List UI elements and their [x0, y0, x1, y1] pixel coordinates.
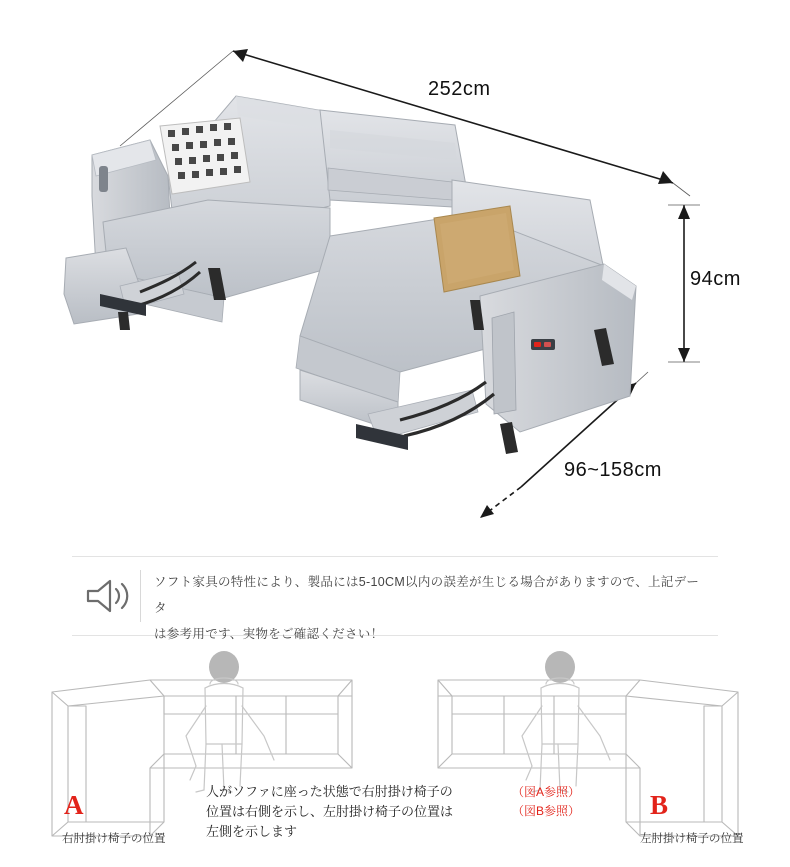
diagram-marker-b: B [650, 790, 669, 820]
diagram-reference-text [512, 783, 580, 821]
diagram-marker-a: A [64, 790, 84, 820]
divider-top [72, 556, 718, 557]
explanation-line-3: 左側を示します [206, 824, 298, 839]
disclaimer-line-2: は参考用です、実物をご確認ください！ [154, 627, 384, 641]
explanation-line-1: 人がソファに座った状態で右肘掛け椅子の [206, 784, 453, 799]
dimension-depth-label: 96~158cm [564, 459, 662, 481]
dimension-height-label: 94cm [690, 268, 741, 290]
disclaimer-note-bar [0, 556, 790, 641]
disclaimer-line-1: ソフト家具の特性により、製品には5-10CM以内の誤差が生じる場合がありますので、上記データ [154, 575, 700, 615]
diagram-caption-b: 左肘掛け椅子の位置 [640, 833, 744, 845]
disclaimer-text [154, 569, 710, 647]
explanation-line-2: 位置は右側を示し、左肘掛け椅子の位置は [206, 804, 454, 819]
diagram-explanation-text [206, 782, 506, 842]
diagram-caption-a: 右肘掛け椅子の位置 [62, 833, 166, 845]
reference-line-a: （図A参照） [512, 785, 581, 799]
note-separator [140, 570, 141, 622]
dimension-width-label: 252cm [428, 78, 491, 100]
speaker-icon [82, 574, 134, 618]
reference-line-b: （図B参照） [512, 804, 581, 818]
orientation-diagram-area [0, 640, 790, 867]
